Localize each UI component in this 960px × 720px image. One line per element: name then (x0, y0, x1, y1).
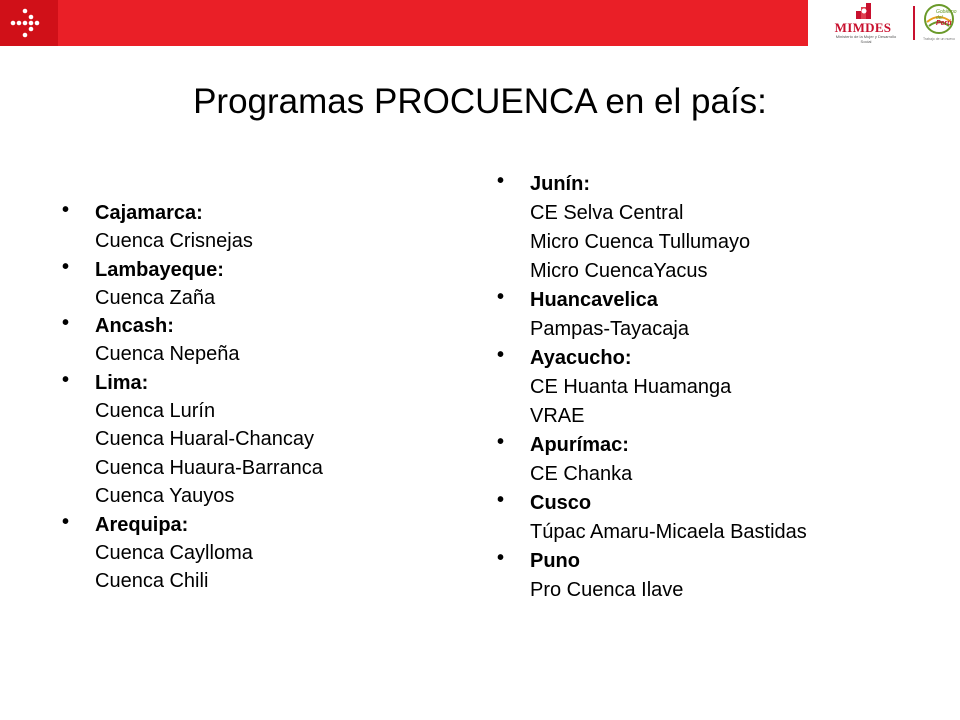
page-title: Programas PROCUENCA en el país: (193, 82, 767, 121)
mimdes-mark-icon (856, 3, 872, 19)
peru-logo-subtitle: Trabajo de un nuevo (923, 37, 955, 41)
region-item (497, 489, 807, 547)
region-item (497, 431, 807, 489)
bullet-icon: • (62, 199, 70, 221)
region-item (62, 369, 323, 511)
bullet-icon: • (62, 510, 70, 533)
basin-name: VRAE (530, 405, 585, 427)
nav-button[interactable] (0, 0, 58, 46)
bullet-icon: • (497, 344, 505, 366)
region-item (62, 511, 323, 596)
region-name: Lambayeque: (95, 258, 224, 281)
bullet-icon: • (497, 286, 505, 308)
left-region-list (62, 199, 323, 596)
region-item (62, 256, 323, 313)
mimdes-logo (822, 2, 904, 44)
region-item (497, 344, 807, 431)
peru-logo-text (936, 10, 958, 28)
arrow-dots-icon (9, 8, 49, 38)
region-item (497, 547, 807, 605)
region-name: Junín: (530, 173, 590, 195)
region-item (497, 170, 807, 286)
basin-name: Cuenca Huaral-Chancay (95, 428, 315, 450)
region-item (497, 286, 807, 344)
region-name: Huancavelica (530, 289, 658, 311)
right-region-list (497, 170, 807, 605)
region-name: Cusco (530, 492, 592, 514)
basin-name: Cuenca Crisnejas (95, 230, 253, 252)
peru-logo (920, 2, 958, 44)
region-name: Cajamarca: (95, 202, 203, 224)
peru-logo-top: Gobierno del (936, 9, 957, 21)
basin-name: Micro CuencaYacus (530, 260, 708, 282)
region-item (62, 199, 323, 256)
region-item (62, 312, 323, 369)
logo-panel (808, 0, 960, 46)
peru-logo-main: Perú (936, 20, 952, 27)
logo-divider (913, 6, 915, 40)
basin-name: Micro Cuenca Tullumayo (530, 231, 751, 253)
basin-name: Cuenca Nepeña (95, 343, 240, 365)
mimdes-logo-subtitle: Ministerio de la Mujer y Desarrollo Social (835, 34, 897, 44)
bullet-icon: • (497, 489, 505, 511)
basin-name: Pampas-Tayacaja (530, 318, 689, 340)
bullet-icon: • (62, 368, 70, 391)
basin-name: Cuenca Lurín (95, 399, 216, 422)
basin-name: CE Selva Central (530, 202, 684, 224)
basin-name: Cuenca Caylloma (95, 541, 253, 564)
basin-name: Cuenca Huaura-Barranca (95, 456, 323, 479)
region-name: Apurímac: (530, 434, 629, 456)
basin-name: Pro Cuenca Ilave (530, 579, 684, 601)
bullet-icon: • (497, 547, 505, 569)
basin-name: CE Huanta Huamanga (530, 376, 732, 398)
basin-name: Túpac Amaru-Micaela Bastidas (530, 521, 807, 543)
basin-name: Cuenca Chili (95, 570, 209, 592)
bullet-icon: • (497, 431, 505, 453)
basin-name: Cuenca Zaña (95, 286, 216, 309)
basin-name: CE Chanka (530, 463, 633, 485)
region-name: Puno (530, 550, 580, 572)
bullet-icon: • (62, 255, 70, 278)
region-name: Arequipa: (95, 513, 189, 536)
header-bar (0, 0, 960, 46)
region-name: Ayacucho: (530, 347, 632, 369)
bullet-icon: • (497, 170, 505, 192)
region-name: Ancash: (95, 315, 174, 337)
basin-name: Cuenca Yauyos (95, 485, 235, 507)
bullet-icon: • (62, 312, 70, 334)
region-name: Lima: (95, 371, 149, 394)
mimdes-logo-text: MIMDES (834, 20, 892, 35)
